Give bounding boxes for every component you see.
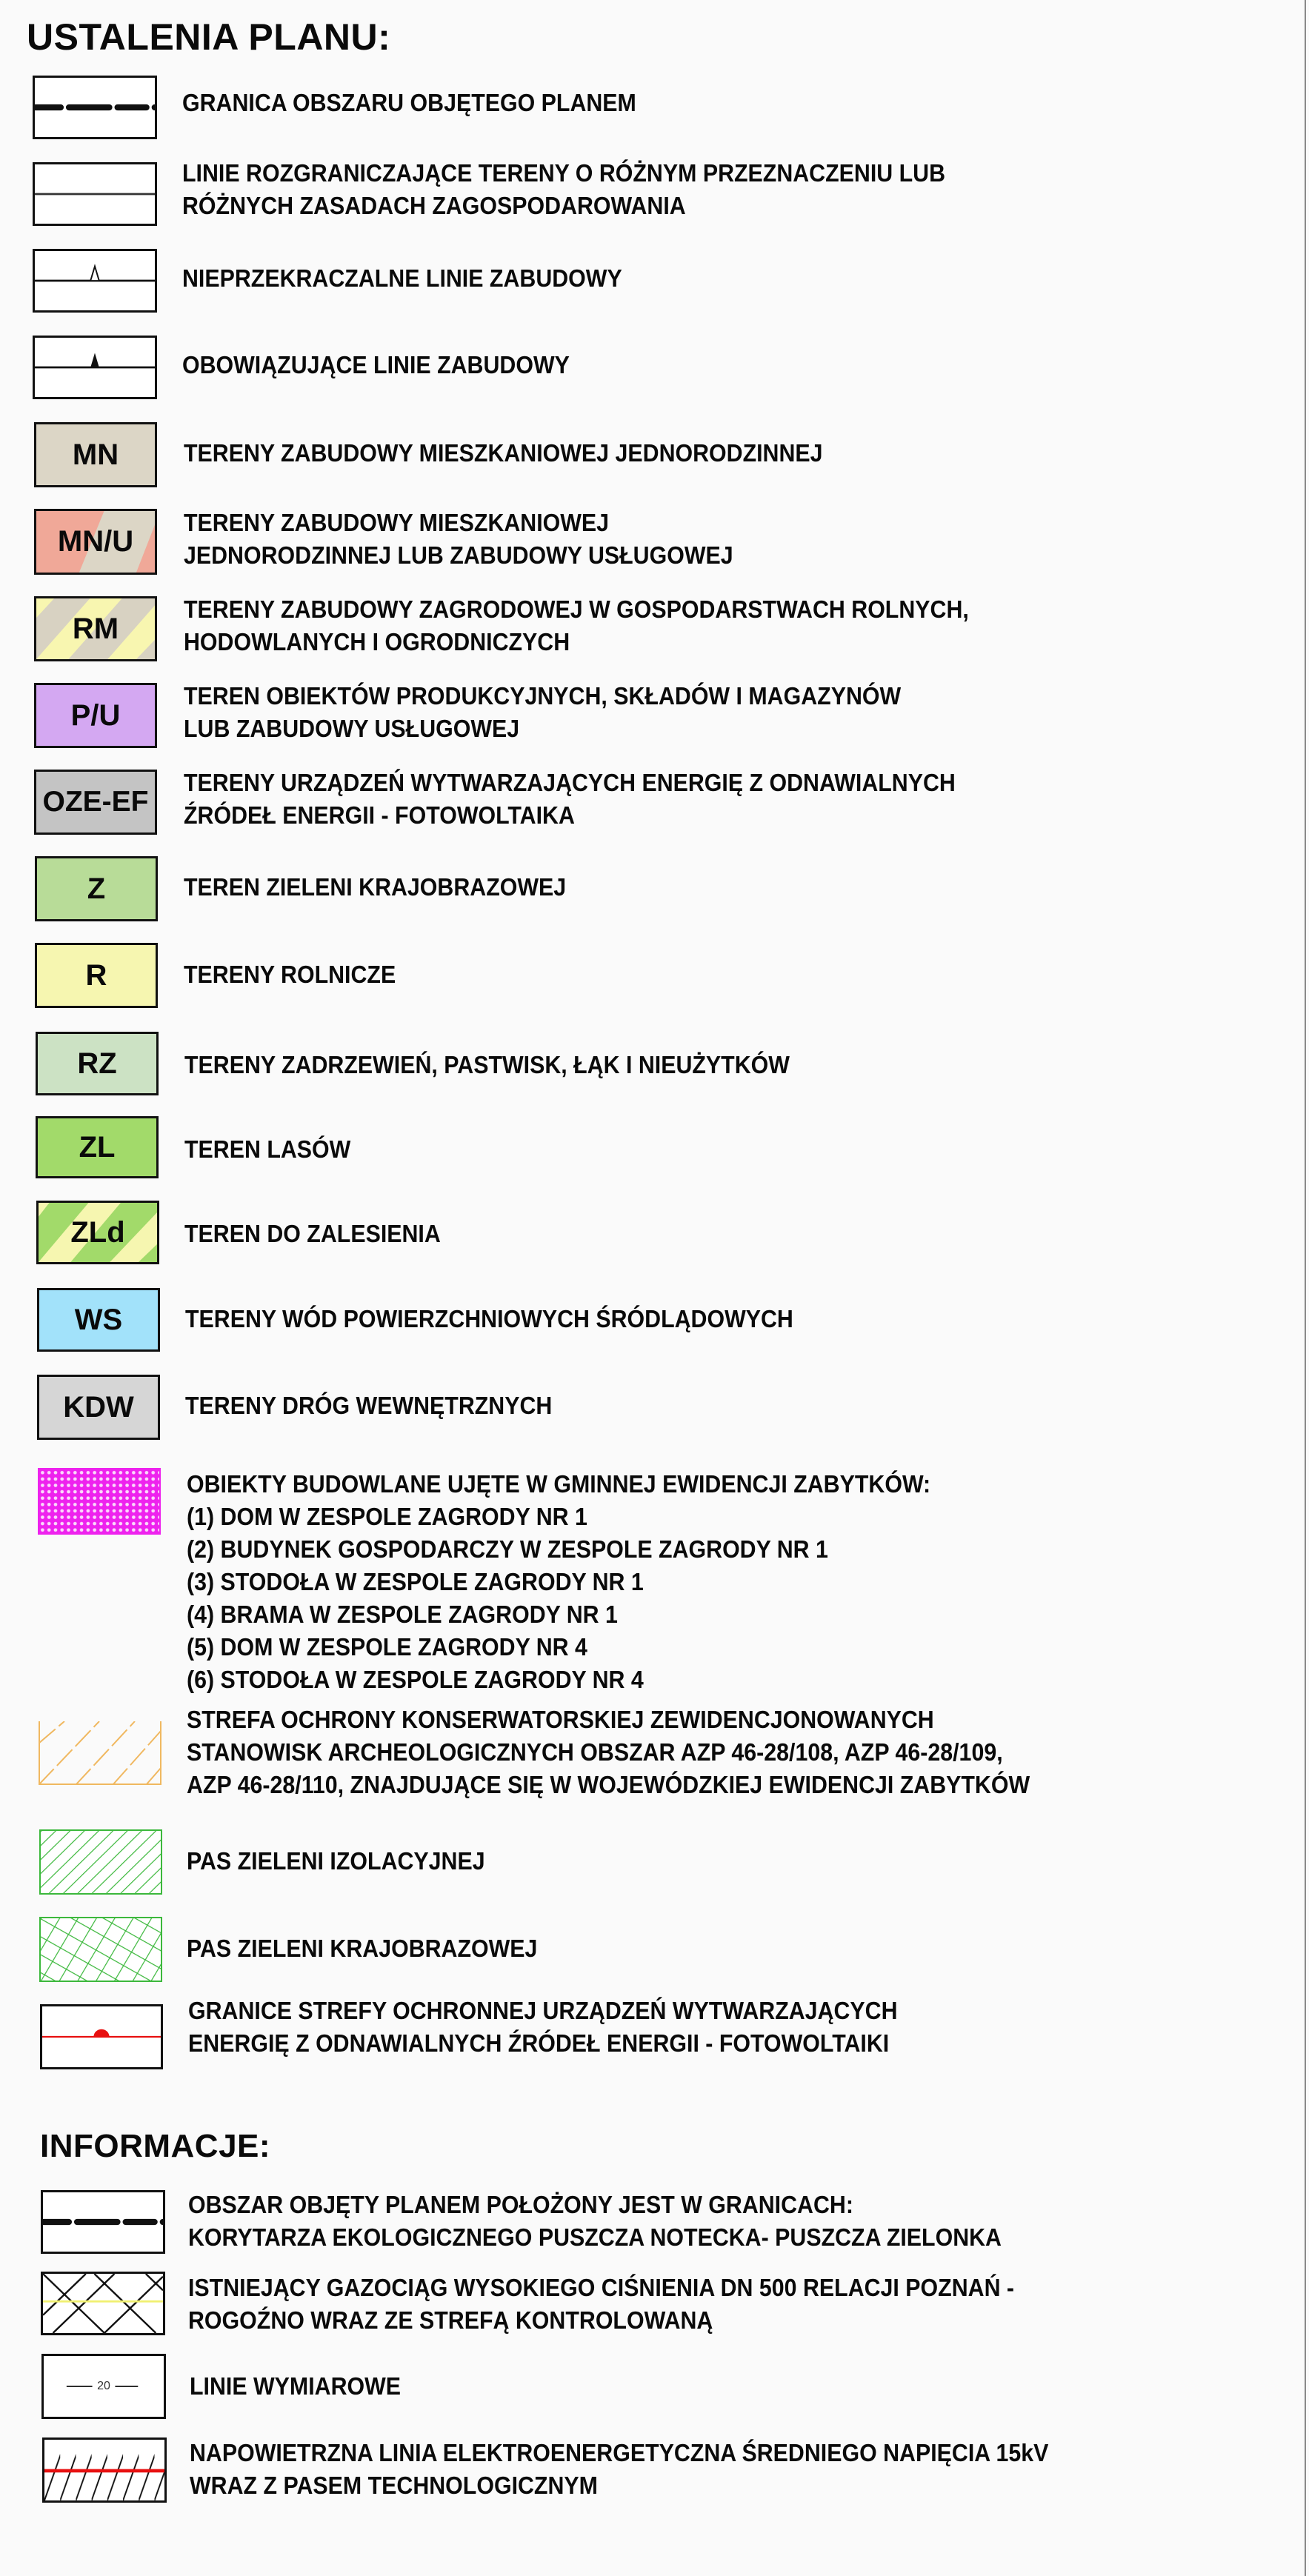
power-line-icon [42, 2437, 167, 2503]
z-swatch [35, 856, 158, 921]
legend-text: (5) DOM W ZESPOLE ZAGRODY NR 4 [187, 1633, 587, 1661]
legend-text: (2) BUDYNEK GOSPODARCZY W ZESPOLE ZAGRODY NR 1 [187, 1535, 828, 1563]
oze-ef-swatch [34, 770, 157, 835]
rm-swatch [34, 596, 157, 661]
red-dot-line-icon [40, 2004, 163, 2069]
filled-triangle-line-icon [33, 336, 157, 399]
dashed-boundary-icon [41, 2190, 165, 2254]
legend-text: TERENY ZABUDOWY MIESZKANIOWEJ [184, 509, 610, 536]
zone-code: MN [72, 438, 119, 471]
legend-text: TERENY ZADRZEWIEŃ, PASTWISK, ŁĄK I NIEUŻYTKÓW [184, 1051, 790, 1078]
zone-code: R [85, 958, 107, 992]
page-border-line [1305, 0, 1306, 2576]
green-hatch-icon [39, 1829, 162, 1895]
info-heading: INFORMACJE: [40, 2128, 271, 2164]
gas-pipeline-icon [41, 2272, 165, 2335]
legend-text: OBOWIĄZUJĄCE LINIE ZABUDOWY [182, 351, 570, 378]
legend-text: TERENY ZABUDOWY MIESZKANIOWEJ JEDNORODZINNEJ [184, 439, 823, 467]
legend-text: LINIE ROZGRANICZAJĄCE TERENY O RÓŻNYM PRZEZNACZENIU LUB [182, 159, 946, 187]
zone-code: ZLd [70, 1215, 125, 1249]
legend-text: LUB ZABUDOWY USŁUGOWEJ [184, 715, 520, 742]
legend-text: HODOWLANYCH I OGRODNICZYCH [184, 628, 570, 655]
legend-text: RÓŻNYCH ZASADACH ZAGOSPODAROWANIA [182, 192, 686, 219]
magenta-crosshatch-icon [38, 1468, 161, 1535]
legend-text: OBIEKTY BUDOWLANE UJĘTE W GMINNEJ EWIDENCJI ZABYTKÓW: [187, 1470, 931, 1498]
legend-text: AZP 46-28/110, ZNAJDUJĄCE SIĘ W WOJEWÓDZKIEJ EWIDENCJI ZABYTKÓW [187, 1771, 1030, 1798]
dimension-line-icon [41, 2354, 166, 2419]
legend-text: KORYTARZA EKOLOGICZNEGO PUSZCZA NOTECKA- PUSZCZA ZIELONKA [188, 2223, 1002, 2251]
zl-swatch [36, 1116, 159, 1178]
legend-text: (6) STODOŁA W ZESPOLE ZAGRODY NR 4 [187, 1666, 644, 1693]
legend-text: TEREN DO ZALESIENIA [184, 1220, 441, 1247]
zone-code: MN/U [57, 525, 134, 558]
legend-text: PAS ZIELENI IZOLACYJNEJ [187, 1847, 485, 1875]
legend-text: JEDNORODZINNEJ LUB ZABUDOWY USŁUGOWEJ [184, 541, 733, 569]
legend-text: TERENY DRÓG WEWNĘTRZNYCH [185, 1392, 553, 1419]
mn-swatch [34, 422, 157, 487]
zone-code: RZ [77, 1047, 117, 1080]
rz-swatch [36, 1032, 159, 1095]
legend-text: NIEPRZEKRACZALNE LINIE ZABUDOWY [182, 264, 622, 292]
legend-text: WRAZ Z PASEM TECHNOLOGICZNYM [190, 2472, 598, 2499]
p-u-swatch [34, 683, 157, 748]
zone-code: Z [87, 872, 106, 905]
open-triangle-line-icon [33, 249, 157, 313]
legend-text: LINIE WYMIAROWE [190, 2372, 402, 2400]
zone-code: RM [72, 612, 119, 645]
dimension-label: 20 [97, 2380, 110, 2392]
legend-text: NAPOWIETRZNA LINIA ELEKTROENERGETYCZNA ŚREDNIEGO NAPIĘCIA 15kV [190, 2439, 1049, 2466]
legend-text: OBSZAR OBJĘTY PLANEM POŁOŻONY JEST W GRANICACH: [188, 2191, 853, 2218]
legend-text: ROGOŹNO WRAZ ZE STREFĄ KONTROLOWANĄ [188, 2306, 713, 2334]
legend-text: STANOWISK ARCHEOLOGICZNYCH OBSZAR AZP 46-28/108, AZP 46-28/109, [187, 1738, 1003, 1766]
zone-code: OZE-EF [42, 786, 149, 818]
legend-text: TEREN OBIEKTÓW PRODUKCYJNYCH, SKŁADÓW I MAGAZYNÓW [184, 682, 902, 710]
mn-u-swatch [34, 509, 157, 575]
solid-line-icon [33, 162, 157, 226]
legend-text: TERENY WÓD POWIERZCHNIOWYCH ŚRÓDLĄDOWYCH [185, 1305, 793, 1332]
legend-text: TERENY ROLNICZE [184, 961, 396, 988]
zone-code: P/U [70, 698, 121, 732]
plan-heading: USTALENIA PLANU: [27, 16, 391, 58]
zone-code: WS [74, 1303, 123, 1336]
zld-swatch [36, 1201, 159, 1264]
dashed-boundary-icon [33, 76, 157, 139]
legend-text: ŹRÓDEŁ ENERGII - FOTOWOLTAIKA [184, 801, 575, 829]
legend-text: TERENY ZABUDOWY ZAGRODOWEJ W GOSPODARSTWACH ROLNYCH, [184, 595, 969, 623]
legend-text: ENERGIĘ Z ODNAWIALNYCH ŹRÓDEŁ ENERGII - FOTOWOLTAIKI [188, 2029, 890, 2057]
r-swatch [35, 943, 158, 1008]
legend-text: PAS ZIELENI KRAJOBRAZOWEJ [187, 1935, 538, 1962]
legend-text: (3) STODOŁA W ZESPOLE ZAGRODY NR 1 [187, 1568, 644, 1595]
kdw-swatch [37, 1375, 160, 1440]
legend-text: TEREN ZIELENI KRAJOBRAZOWEJ [184, 873, 567, 901]
legend-text: (1) DOM W ZESPOLE ZAGRODY NR 1 [187, 1503, 587, 1530]
legend-text: STREFA OCHRONY KONSERWATORSKIEJ ZEWIDENCJONOWANYCH [187, 1706, 934, 1733]
ws-swatch [37, 1288, 160, 1352]
legend-text: GRANICA OBSZARU OBJĘTEGO PLANEM [182, 89, 636, 116]
legend-text: ISTNIEJĄCY GAZOCIĄG WYSOKIEGO CIŚNIENIA DN 500 RELACJI POZNAŃ - [188, 2274, 1015, 2301]
zone-code: KDW [63, 1390, 134, 1424]
legend-text: GRANICE STREFY OCHRONNEJ URZĄDZEŃ WYTWARZAJĄCYCH [188, 1997, 898, 2024]
orange-hatch-icon [39, 1721, 161, 1785]
green-crosshatch-icon [39, 1917, 162, 1982]
legend-text: TERENY URZĄDZEŃ WYTWARZAJĄCYCH ENERGIĘ Z ODNAWIALNYCH [184, 769, 956, 796]
legend-text: (4) BRAMA W ZESPOLE ZAGRODY NR 1 [187, 1601, 618, 1628]
zone-code: ZL [79, 1130, 116, 1164]
legend-text: TEREN LASÓW [184, 1135, 351, 1163]
